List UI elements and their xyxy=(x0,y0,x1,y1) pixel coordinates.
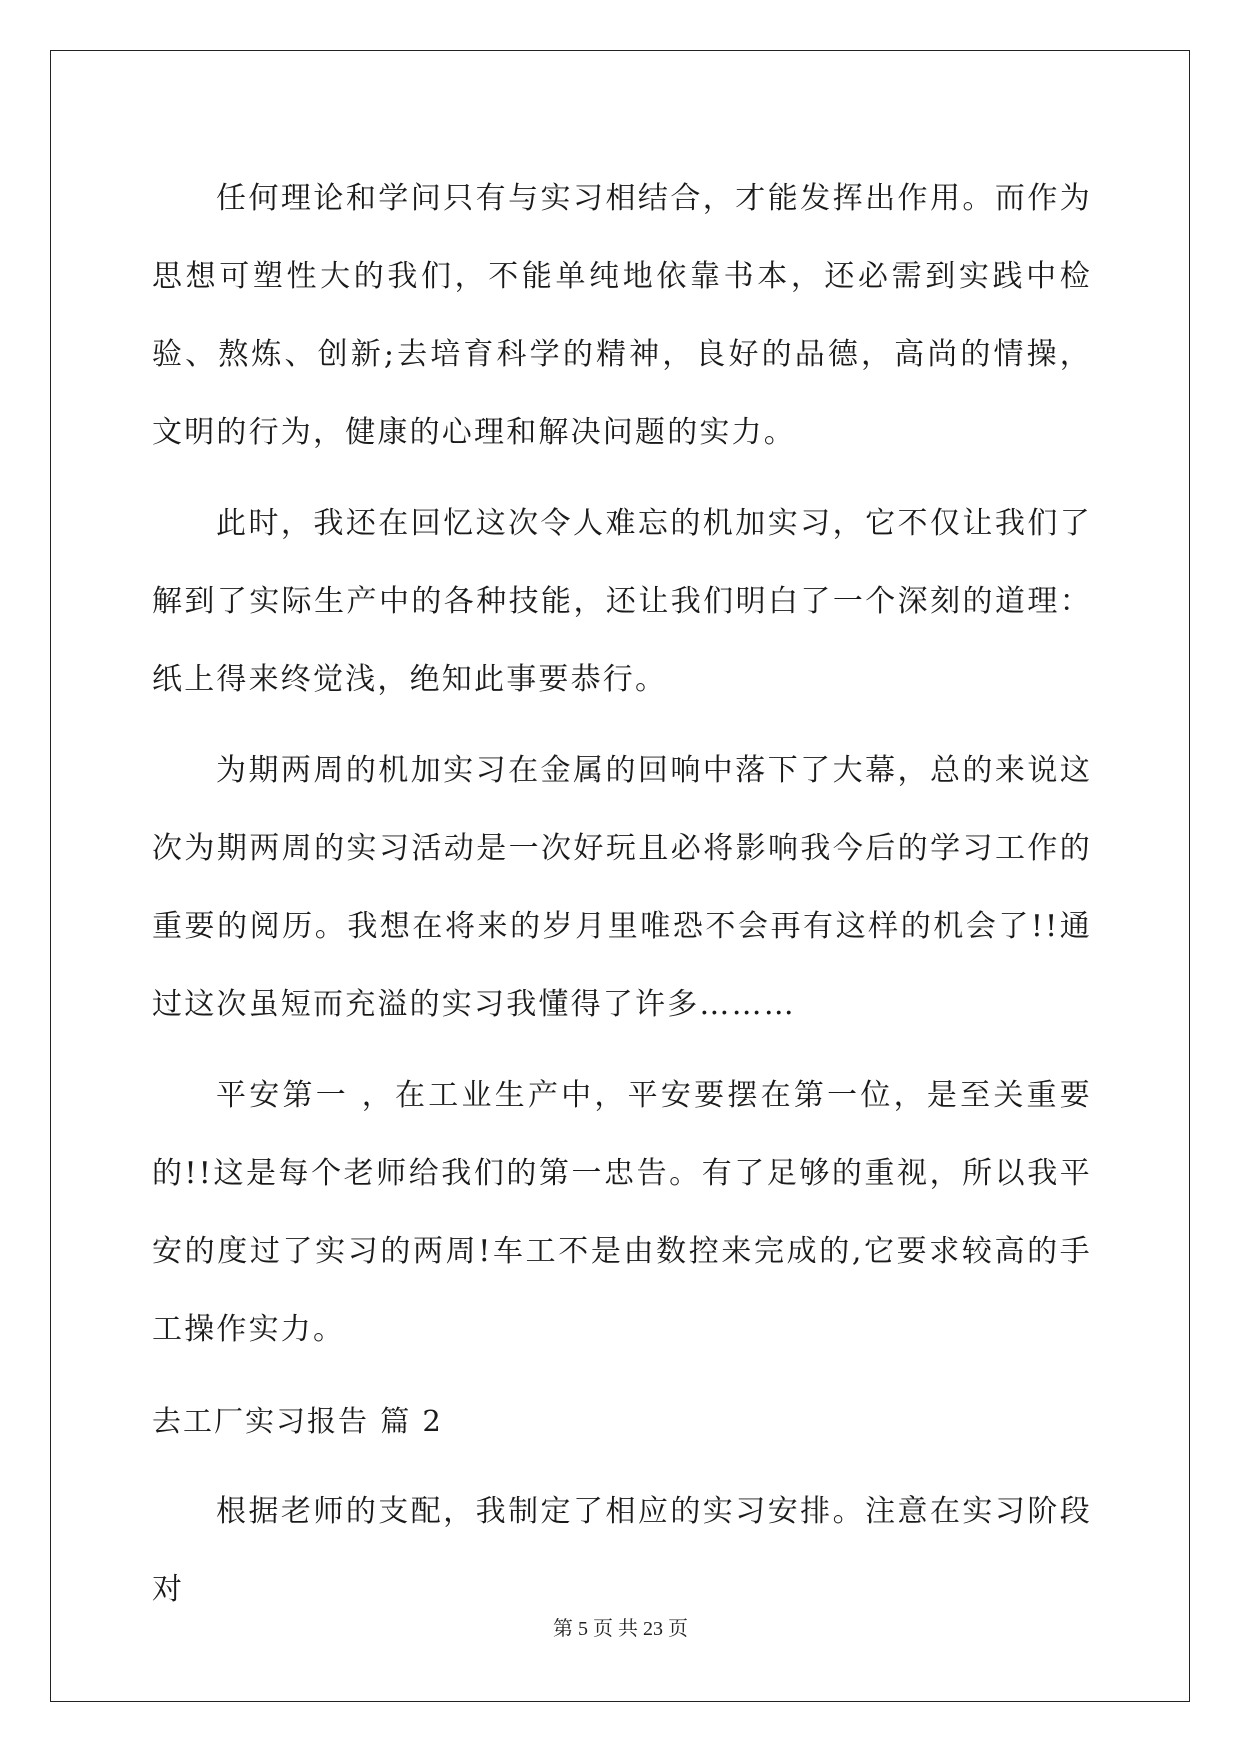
paragraph-memory: 此时，我还在回忆这次令人难忘的机加实习，它不仅让我们了解到了实际生产中的各种技能，还让我们明白了一个深刻的道理：纸上得来终觉浅，绝知此事要恭行。 xyxy=(152,506,1092,697)
paragraph-two-weeks: 为期两周的机加实习在金属的回响中落下了大幕，总的来说这次为期两周的实习活动是一次好玩且必将影响我今后的学习工作的重要的阅历。我想在将来的岁月里唯恐不会再有这样的机会了!!通过这次虽短而充溢的实习我懂得了许多……… xyxy=(152,753,1092,1022)
paragraph-arrangement: 根据老师的支配，我制定了相应的实习安排。注意在实习阶段对 xyxy=(152,1494,1092,1607)
section-heading: 去工厂实习报告 篇 2 xyxy=(152,1404,443,1438)
paragraph-safety: 平安第一 ，在工业生产中，平安要摆在第一位，是至关重要的!!这是每个老师给我们的第一忠告。有了足够的重视，所以我平安的度过了实习的两周!车工不是由数控来完成的,它要求较高的手工操作实力。 xyxy=(152,1078,1092,1347)
paragraph-theory-practice: 任何理论和学问只有与实习相结合，才能发挥出作用。而作为思想可塑性大的我们，不能单纯地依靠书本，还必需到实践中检验、熬炼、创新;去培育科学的精神，良好的品德，高尚的情操，文明的行为，健康的心理和解决问题的实力。 xyxy=(152,181,1092,450)
document-body xyxy=(152,160,1092,1642)
page-number-footer: 第 5 页 共 23 页 xyxy=(553,1618,688,1640)
